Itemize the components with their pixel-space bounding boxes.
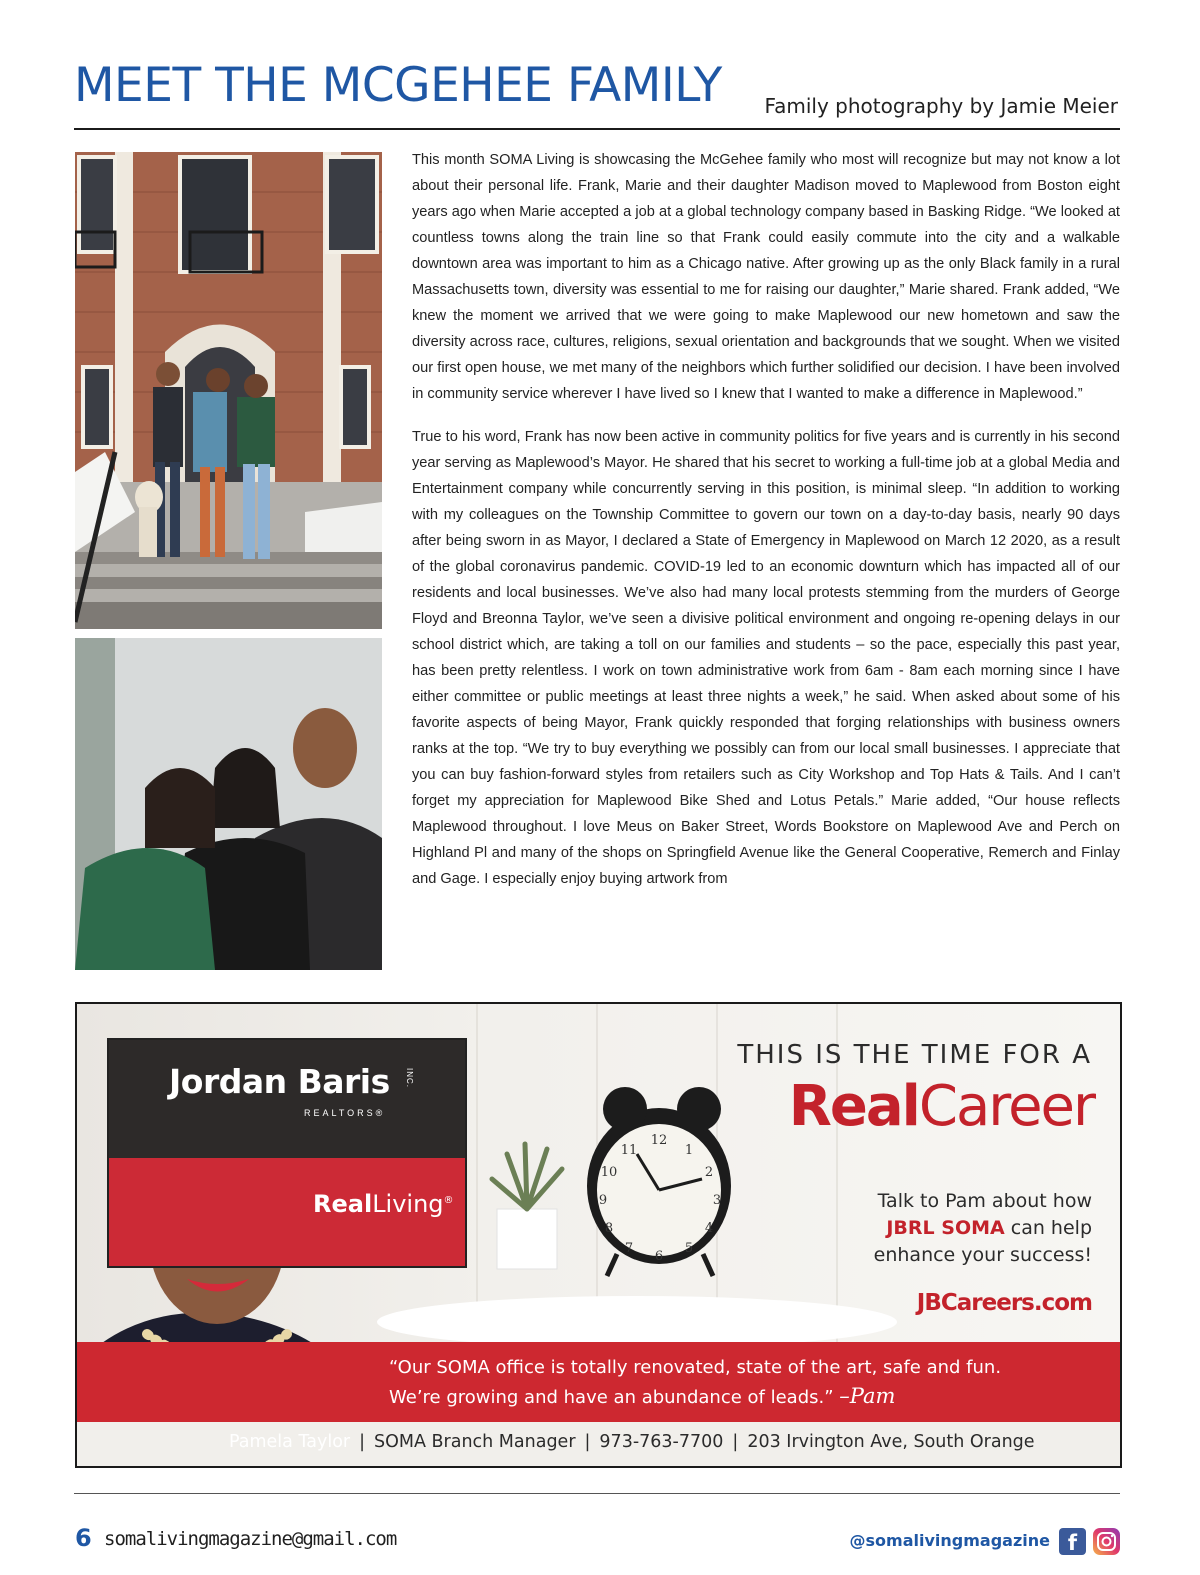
quote-text: We’re growing and have an abundance of leads.” <box>389 1387 834 1408</box>
family-photo-portrait <box>75 638 382 970</box>
header-rule <box>74 128 1120 130</box>
clock-number: 2 <box>704 1165 714 1180</box>
clock-number: 4 <box>704 1221 714 1236</box>
brand-inc: INC. <box>405 1068 414 1088</box>
clock-number: 5 <box>684 1241 694 1256</box>
logo-top-panel <box>109 1040 465 1158</box>
brand-name: Jordan Baris <box>169 1062 390 1101</box>
quote-signature: –Pam <box>839 1384 896 1408</box>
instagram-glyph <box>1093 1528 1120 1555</box>
clock-number: 3 <box>712 1193 722 1208</box>
pitch-highlight: JBRL SOMA <box>886 1217 1005 1239</box>
contact-name: Pamela Taylor <box>229 1432 351 1452</box>
advertisement <box>75 1002 1122 1468</box>
real-living-wordmark <box>313 1190 454 1218</box>
article-paragraph: This month SOMA Living is showcasing the McGehee family who most will recognize but may not know a lot about their personal life. Frank, Marie and their daughter Madison moved to Maplewood from Boston eight years ago when Marie accepted a job at a global technology company based in Basking Ridge. “We looked at countless towns along the train line so that Frank could easily commute into the city and a walkable downtown area was important to him as a Chicago native. After growing up as the only Black family in a rural Massachusetts town, diversity was essential to me for raising our daughter,” Marie shared. Frank added, “We knew the moment we arrived that we were going to make Maplewood our new hometown and saw the diversity across race, cultures, religions, sexual orientation and backgrounds that we sought. When we visited our first open house, we met many of the neighbors which further solidified our decision. I have been involved in community service wherever I have lived so I knew that I wanted to make a difference in Maplewood.” <box>412 152 1120 402</box>
pitch-line: enhance your success! <box>873 1244 1092 1266</box>
ad-headline: THIS IS THE TIME FOR A <box>737 1040 1092 1070</box>
registered-mark: ® <box>443 1195 454 1206</box>
clock-number: 10 <box>600 1165 618 1180</box>
pitch-line: Talk to Pam about how <box>877 1190 1092 1212</box>
brand-subtitle: REALTORS® <box>304 1108 386 1118</box>
social-handle[interactable]: @somalivingmagazine <box>849 1531 1050 1550</box>
clock-number: 11 <box>620 1143 638 1158</box>
clock-number: 1 <box>684 1143 694 1158</box>
pitch-line <box>812 1215 1092 1242</box>
quote-line: “Our SOMA office is totally renovated, state of the art, safe and fun. <box>389 1357 1002 1378</box>
facebook-icon[interactable]: f <box>1059 1528 1086 1555</box>
real-living-bold: Real <box>313 1190 373 1218</box>
page-title: MEET THE MCGEHEE FAMILY <box>74 58 722 113</box>
real-living-rest: Living <box>372 1190 444 1218</box>
clock-number: 7 <box>624 1241 634 1256</box>
separator: | <box>584 1432 591 1452</box>
clock-number: 9 <box>598 1193 608 1208</box>
clock-number: 6 <box>654 1249 664 1264</box>
instagram-icon[interactable] <box>1093 1528 1120 1555</box>
page-number: 6 <box>75 1524 92 1552</box>
footer-email[interactable]: somalivingmagazine@gmail.com <box>104 1528 397 1550</box>
ad-pitch <box>812 1188 1092 1269</box>
jordan-baris-logo <box>107 1038 467 1268</box>
pitch-rest: can help <box>1004 1217 1092 1239</box>
article-paragraph: True to his word, Frank has now been active in community politics for five years and is currently in his second year serving as Maplewood’s Mayor. He shared that his secret to working a full-time job at a global Media and Entertainment company while concurrently serving in this position, is minimal sleep. “In addition to working with my colleagues on the Township Committee to govern our town on a day-to-day basis, nearly 90 days after being sworn in as Mayor, I declared a State of Emergency in Maplewood on March 12 2020, as a result of the global coronavirus pandemic. COVID-19 led to an economic downturn which has impacted all of our residents and local businesses. We’ve also had many local protests stemming from the murders of George Floyd and Breonna Taylor, we’ve seen a divisive political environment and ongoing re-opening delays in our school district which, are taking a toll on our families and students – so the pace, especially this past year, has been pretty relentless. I work on town administrative work from 6am - 8am each morning since I have either committee or public meetings at least three nights a week,” he said. When asked about some of his favorite aspects of being Mayor, Frank quickly responded that forging relationships with business owners ranks at the top. “We try to buy everything we possibly can from our local small businesses. I appreciate that you can buy fashion-forward styles from retailers such as City Workshop and Top Hats & Tails. And I can’t forget my appreciation for Maplewood Bike Shed and Lotus Petals.” Marie added, “Our house reflects Maplewood throughout. I love Meus on Baker Street, Words Bookstore on Maplewood Ave and Perch on Highland Pl and many of the shops on Springfield Avenue like the General Cooperative, Remerch and Finlay and Gage. I especially enjoy buying artwork from <box>412 429 1120 887</box>
logo-bottom-panel <box>109 1158 465 1266</box>
contact-phone[interactable]: 973-763-7700 <box>599 1432 724 1452</box>
separator: | <box>732 1432 739 1452</box>
clock-number: 8 <box>604 1221 614 1236</box>
photo-credit: Family photography by Jamie Meier <box>764 94 1118 118</box>
article-body <box>412 147 1120 975</box>
footer-rule <box>74 1493 1120 1494</box>
ad-contact-info <box>229 1432 1035 1452</box>
career-word: Career <box>918 1074 1094 1139</box>
real-word: Real <box>788 1074 919 1139</box>
family-photo-building <box>75 152 382 629</box>
ad-website-link[interactable]: JBCareers.com <box>916 1290 1092 1316</box>
quote-line <box>389 1382 1001 1412</box>
separator: | <box>359 1432 365 1452</box>
ad-big-headline <box>789 1074 1094 1139</box>
contact-role: SOMA Branch Manager <box>374 1432 576 1452</box>
contact-address: 203 Irvington Ave, South Orange <box>747 1432 1035 1452</box>
ad-quote <box>389 1354 1001 1412</box>
clock-number: 12 <box>650 1133 668 1148</box>
